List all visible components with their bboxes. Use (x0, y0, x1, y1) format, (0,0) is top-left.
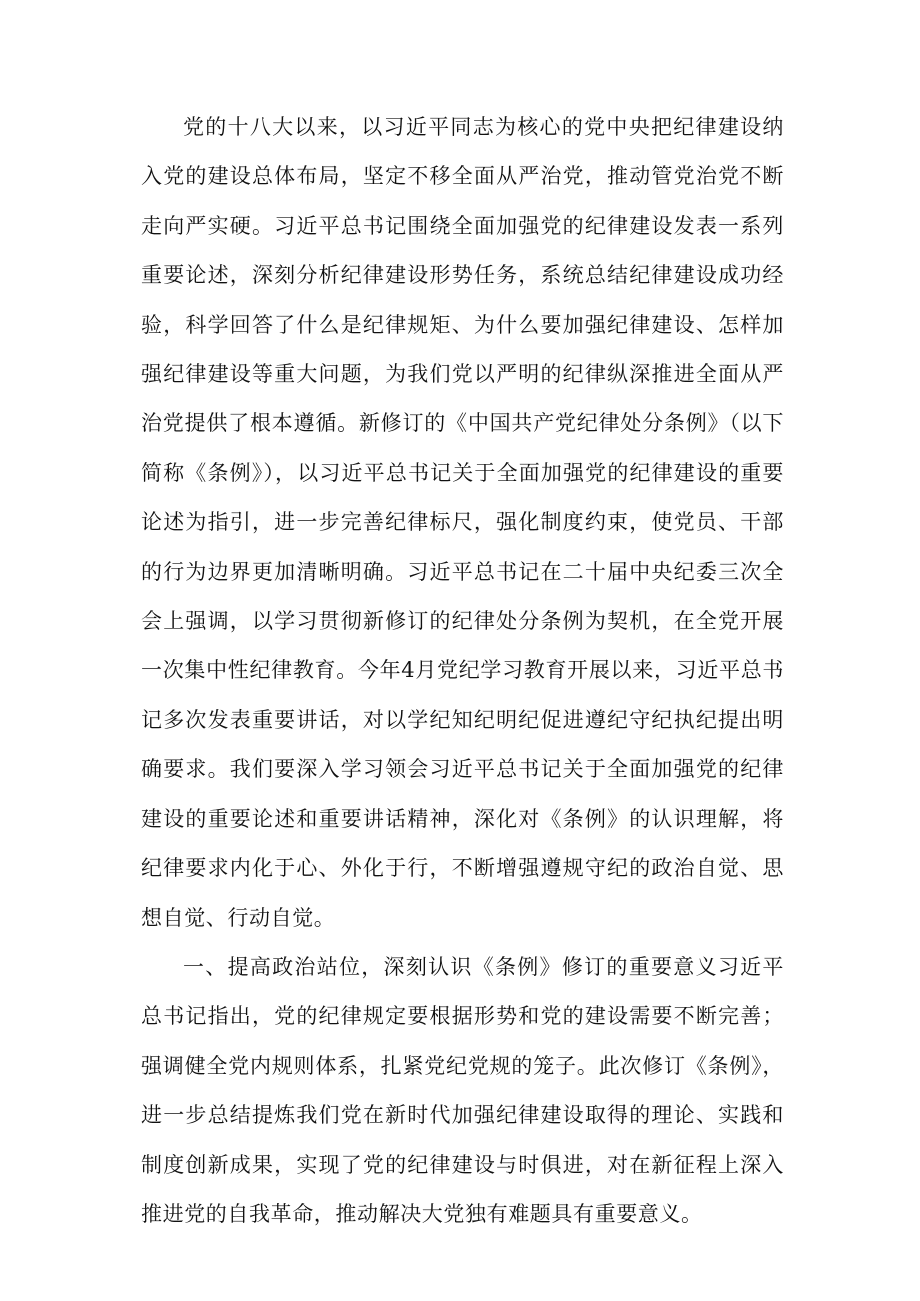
paragraph-intro: 党的十八大以来，以习近平同志为核心的党中央把纪律建设纳入党的建设总体布局，坚定不移全面从严治党，推动管党治党不断走向严实硬。习近平总书记围绕全面加强党的纪律建设发表一系列重要论述，深刻分析纪律建设形势任务，系统总结纪律建设成功经验，科学回答了什么是纪律规矩、为什么要加强纪律建设、怎样加强纪律建设等重大问题，为我们党以严明的纪律纵深推进全面从严治党提供了根本遵循。新修订的《中国共产党纪律处分条例》（以下简称《条例》），以习近平总书记关于全面加强党的纪律建设的重要论述为指引，进一步完善纪律标尺，强化制度约束，使党员、干部的行为边界更加清晰明确。习近平总书记在二十届中央纪委三次全会上强调，以学习贯彻新修订的纪律处分条例为契机，在全党开展一次集中性纪律教育。今年4月党纪学习教育开展以来，习近平总书记多次发表重要讲话，对以学纪知纪明纪促进遵纪守纪执纪提出明确要求。我们要深入学习领会习近平总书记关于全面加强党的纪律建设的重要论述和重要讲话精神，深化对《条例》的认识理解，将纪律要求内化于心、外化于行，不断增强遵规守纪的政治自觉、思想自觉、行动自觉。 (141, 115, 784, 930)
paragraph-section-one: 一、提高政治站位，深刻认识《条例》修订的重要意义习近平总书记指出，党的纪律规定要根据形势和党的建设需要不断完善；强调健全党内规则体系，扎紧党纪党规的笼子。此次修订《条例》，进一步总结提炼我们党在新时代加强纪律建设取得的理论、实践和制度创新成果，实现了党的纪律建设与时俱进，对在新征程上深入推进党的自我革命，推动解决大党独有难题具有重要意义。 (141, 954, 784, 1226)
document-body (141, 103, 784, 1239)
